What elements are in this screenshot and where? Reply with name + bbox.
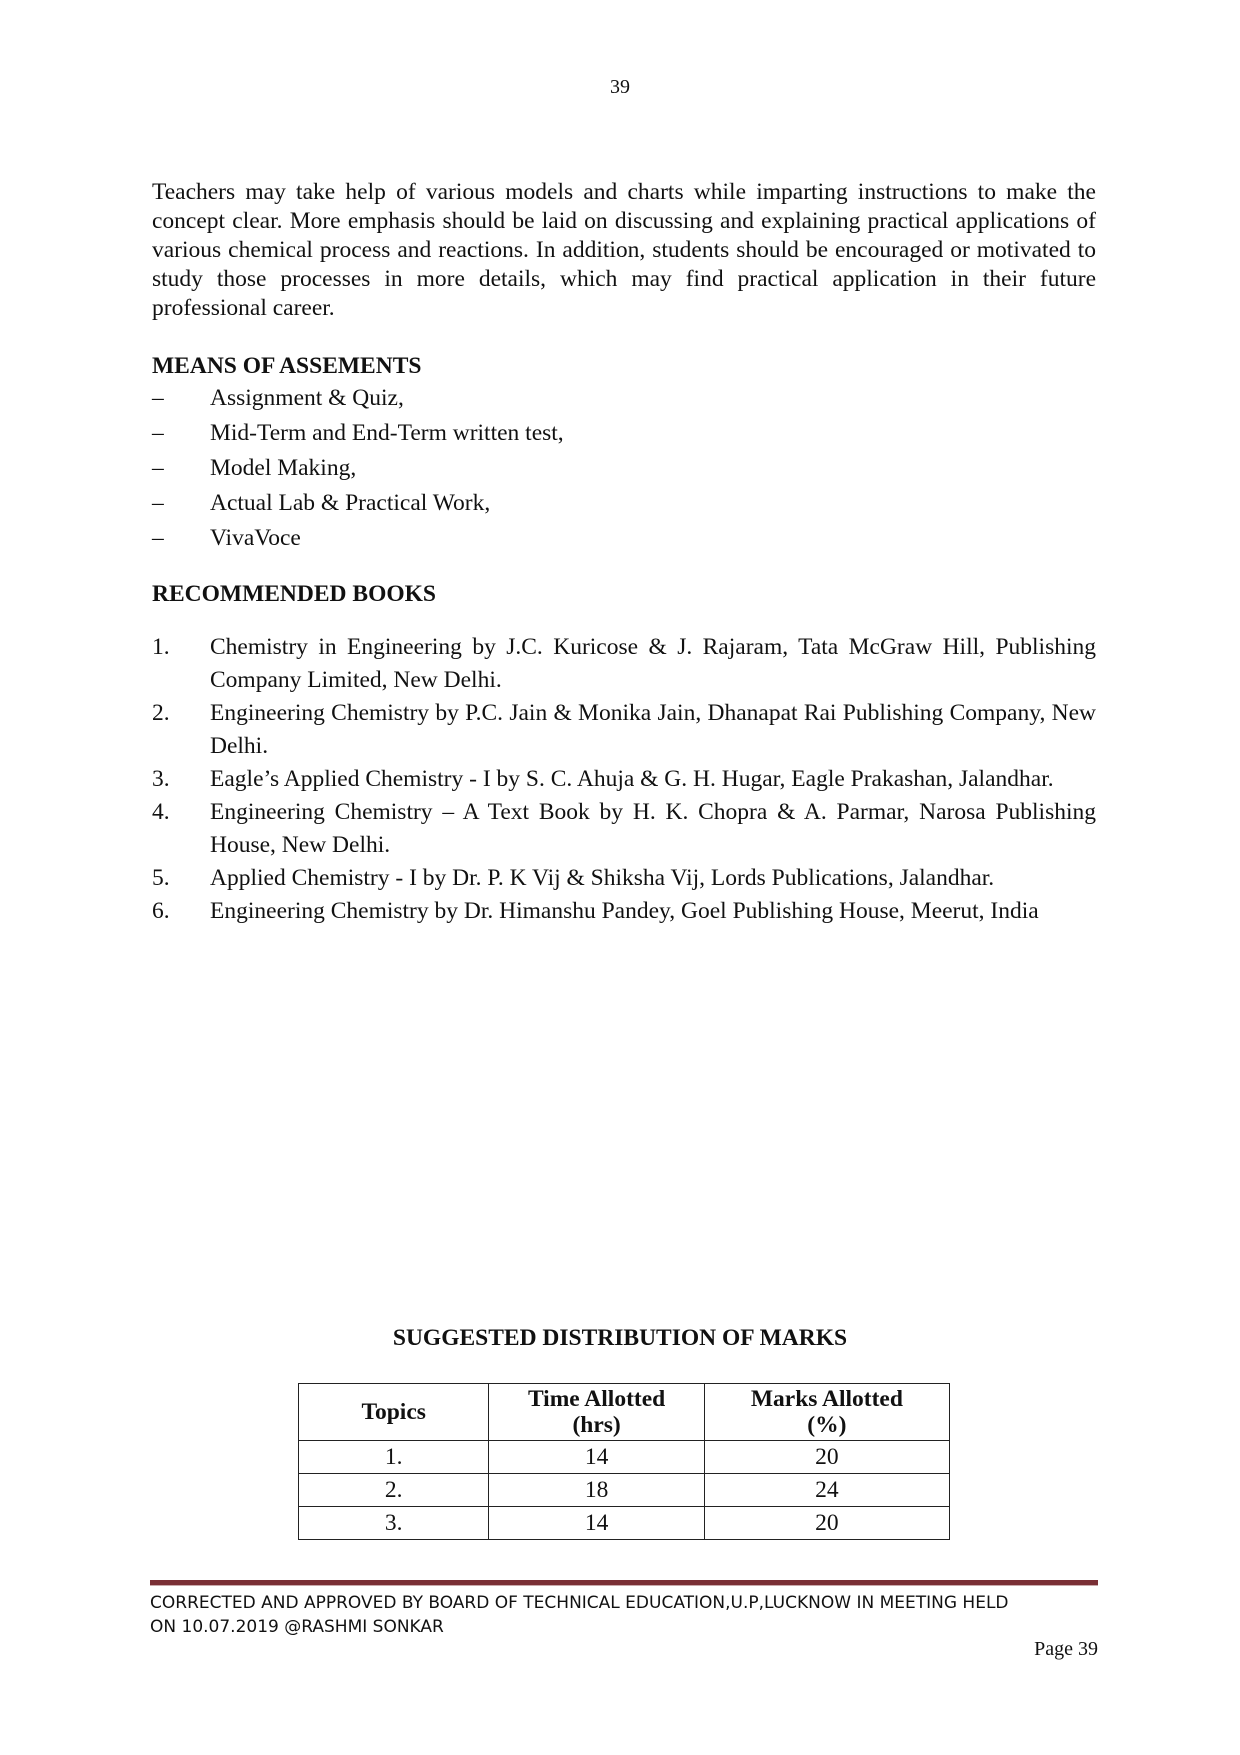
cell-marks: 24 [704, 1474, 949, 1507]
table-header-row [299, 1384, 950, 1441]
book-text: Chemistry in Engineering by J.C. Kuricose & J. Rajaram, Tata McGraw Hill, Publishing Company Limited, New Delhi. [210, 634, 1096, 693]
book-text: Eagle’s Applied Chemistry - I by S. C. Ahuja & G. H. Hugar, Eagle Prakashan, Jalandhar. [210, 766, 1054, 792]
footer-note [150, 1591, 1098, 1639]
header-time-line2: (hrs) [572, 1412, 621, 1438]
header-marks-line2: (%) [807, 1412, 847, 1438]
cell-marks: 20 [704, 1441, 949, 1474]
list-item [152, 451, 1096, 486]
book-item [152, 631, 1096, 697]
table-row [299, 1441, 950, 1474]
book-item [152, 763, 1096, 796]
list-item [152, 521, 1096, 556]
intro-paragraph: Teachers may take help of various models and charts while imparting instructions to make the concept clear. More emphasis should be laid on discussing and explaining practical applications of various chemical process and reactions. In addition, students should be encouraged or motivated to study those processes in more details, which may find practical application in their future professional career. [152, 179, 1096, 321]
book-number: 2. [152, 700, 170, 726]
page-number-top: 39 [610, 76, 630, 98]
footer-divider [150, 1580, 1098, 1586]
cell-topic: 2. [299, 1474, 489, 1507]
table-row [299, 1474, 950, 1507]
cell-time: 14 [489, 1441, 704, 1474]
dash-icon: – [152, 525, 164, 551]
assessment-heading: MEANS OF ASSEMENTS [152, 353, 422, 379]
assessment-item: VivaVoce [210, 525, 301, 551]
book-number: 6. [152, 898, 170, 924]
book-number: 5. [152, 865, 170, 891]
footer-page-number: Page 39 [1034, 1638, 1098, 1660]
cell-time: 14 [489, 1507, 704, 1540]
cell-topic: 3. [299, 1507, 489, 1540]
books-heading: RECOMMENDED BOOKS [152, 581, 436, 607]
book-item [152, 862, 1096, 895]
assessment-item: Actual Lab & Practical Work, [210, 490, 491, 516]
cell-marks: 20 [704, 1507, 949, 1540]
dash-icon: – [152, 455, 164, 481]
dash-icon: – [152, 385, 164, 411]
assessment-item: Assignment & Quiz, [210, 385, 404, 411]
book-text: Engineering Chemistry by Dr. Himanshu Pandey, Goel Publishing House, Meerut, India [210, 898, 1039, 924]
header-marks-line1: Marks Allotted [750, 1386, 903, 1412]
assessment-item: Model Making, [210, 455, 357, 481]
header-topics: Topics [299, 1384, 489, 1441]
dash-icon: – [152, 420, 164, 446]
table-row [299, 1507, 950, 1540]
header-time-line1: Time Allotted [527, 1386, 666, 1412]
assessment-item: Mid-Term and End-Term written test, [210, 420, 564, 446]
footer-line-1: CORRECTED AND APPROVED BY BOARD OF TECHNICAL EDUCATION,U.P,LUCKNOW IN MEETING HELD [150, 1593, 1009, 1613]
cell-time: 18 [489, 1474, 704, 1507]
marks-table [298, 1383, 950, 1540]
header-marks [704, 1384, 949, 1441]
list-item [152, 381, 1096, 416]
books-list [152, 631, 1096, 928]
book-text: Engineering Chemistry – A Text Book by H. K. Chopra & A. Parmar, Narosa Publishing House, New Delhi. [210, 799, 1096, 858]
book-number: 3. [152, 766, 170, 792]
book-item [152, 796, 1096, 862]
book-number: 4. [152, 799, 170, 825]
list-item [152, 486, 1096, 521]
header-time [489, 1384, 704, 1441]
book-text: Engineering Chemistry by P.C. Jain & Monika Jain, Dhanapat Rai Publishing Company, New Delhi. [210, 700, 1096, 759]
marks-table-title: SUGGESTED DISTRIBUTION OF MARKS [392, 1325, 848, 1351]
book-text: Applied Chemistry - I by Dr. P. K Vij & Shiksha Vij, Lords Publications, Jalandhar. [210, 865, 995, 891]
book-number: 1. [152, 634, 170, 660]
cell-topic: 1. [299, 1441, 489, 1474]
main-content [152, 178, 1096, 928]
dash-icon: – [152, 490, 164, 516]
assessment-list [152, 381, 1096, 556]
book-item [152, 697, 1096, 763]
book-item [152, 895, 1096, 928]
list-item [152, 416, 1096, 451]
footer-line-2: ON 10.07.2019 @RASHMI SONKAR [150, 1617, 444, 1637]
